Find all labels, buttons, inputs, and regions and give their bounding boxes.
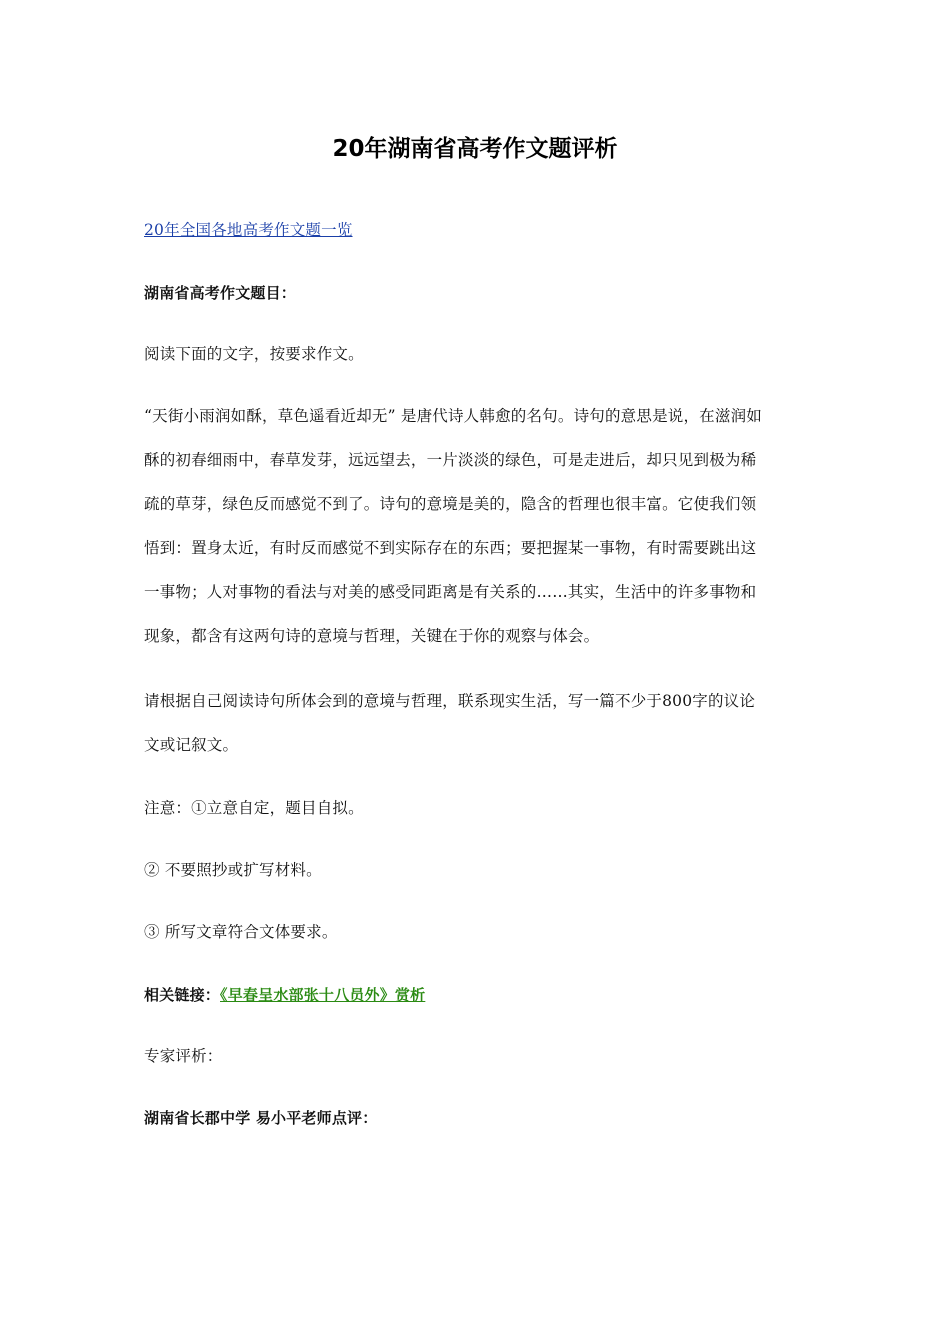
related-label: 相关链接： (144, 986, 221, 1004)
expert-heading: 专家评析： (144, 1047, 223, 1065)
material-line: 酥的初春细雨中，春草发芽，远远望去，一片淡淡的绿色，可是走进后，却只见到极为稀 (144, 451, 757, 469)
topic-heading: 湖南省高考作文题目： (144, 284, 297, 302)
all-topics-link[interactable]: 20年全国各地高考作文题一览 (144, 221, 353, 239)
material-line: 疏的草芽，绿色反而感觉不到了。诗句的意境是美的，隐含的哲理也很丰富。它使我们领 (144, 495, 757, 513)
material-line: 现象，都含有这两句诗的意境与哲理，关键在于你的观察与体会。 (144, 627, 600, 645)
requirement-line: 文或记叙文。 (144, 736, 239, 754)
requirement-line: 请根据自己阅读诗句所体会到的意境与哲理，联系现实生活，写一篇不少于800字的议论 (144, 692, 756, 710)
all-topics-paragraph (144, 208, 804, 252)
reviewer-heading: 湖南省长郡中学 易小平老师点评： (144, 1109, 378, 1127)
material-paragraph (144, 394, 804, 658)
note-item-1: 注意：①立意自定，题目自拟。 (144, 799, 364, 817)
related-poem-link[interactable]: 《早春呈水部张十八员外》赏析 (220, 986, 426, 1004)
related-links-paragraph (144, 973, 804, 1017)
requirement-paragraph (144, 679, 804, 767)
page-title: 20年湖南省高考作文题评析 (332, 136, 618, 162)
material-line: 一事物；人对事物的看法与对美的感受同距离是有关系的……其实，生活中的许多事物和 (144, 583, 757, 601)
note-item-2: ② 不要照抄或扩写材料。 (144, 861, 322, 879)
material-line: “天街小雨润如酥，草色遥看近却无” 是唐代诗人韩愈的名句。诗句的意思是说，在滋润如 (144, 407, 762, 425)
instruction-text: 阅读下面的文字，按要求作文。 (144, 345, 364, 363)
material-line: 悟到：置身太近，有时反而感觉不到实际存在的东西；要把握某一事物，有时需要跳出这 (144, 539, 757, 557)
note-item-3: ③ 所写文章符合文体要求。 (144, 923, 338, 941)
